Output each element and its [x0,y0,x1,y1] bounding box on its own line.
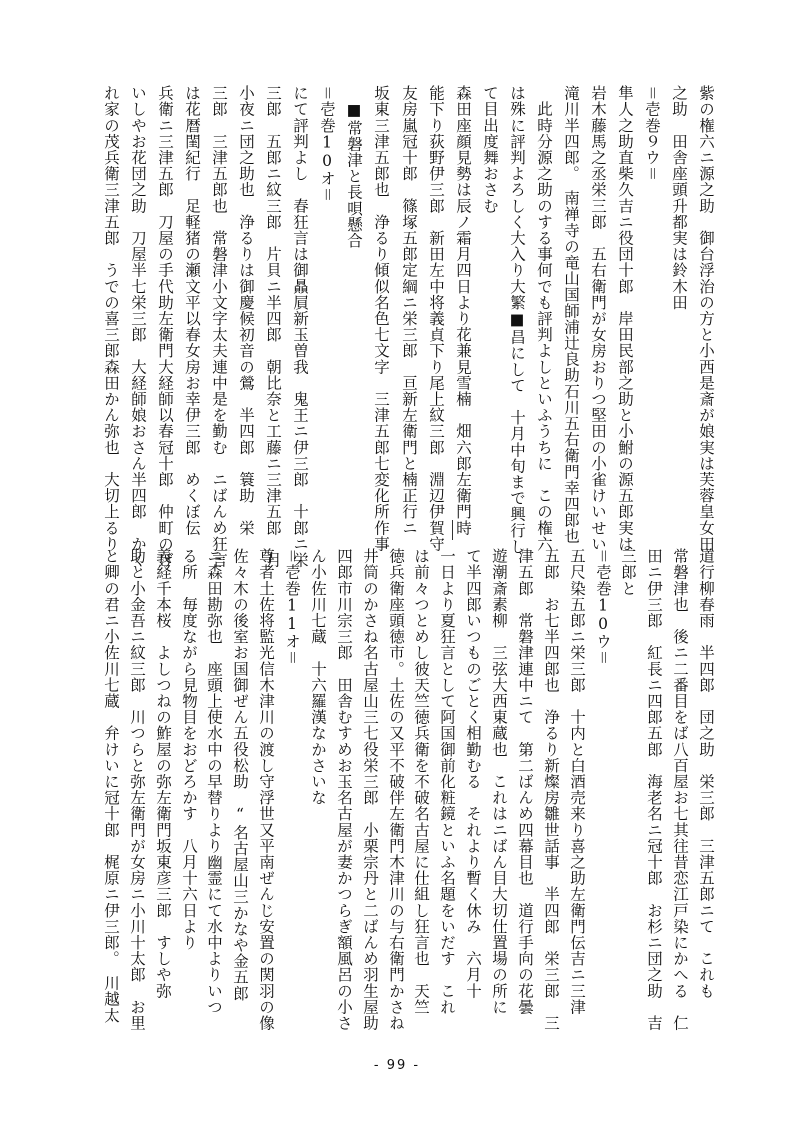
text-column: 義経千本桜 よしつねの鮓屋の弥左衛門坂東彦三郎 すしや弥 [154,548,172,999]
text-column: 友房嵐冠十郎 篠塚五郎定綱ニ栄三郎 亘新左衛門と楠正行ニ [400,85,418,536]
text-column: て半四郎いつものごとく相勤むる それより暫く休み 六月十 [464,548,482,999]
text-column: は前々つとめし彼天竺徳兵衛を不破名古屋に仕組し狂言也 天竺 [412,548,430,1015]
text-column: ＝壱巻10オ＝ [318,85,336,203]
text-column: 遊潮斎素柳 三弦大西東蔵也 これはニばん目大切仕置場の所に [490,548,508,1015]
text-column: ＝壱巻11オ＝ [283,548,301,666]
text-column: 井筒のかさね名古屋山三七役栄三郎 小栗宗丹と二ばんめ羽生屋助 [361,548,379,1031]
text-column: は花暦閨紀行 足軽猪の瀬文平以春女房お幸伊三郎 めくぼ伝 [183,85,201,536]
text-column: と卿の君ニ小佐川七蔵 弁けいに冠十郎 梶原ニ伊三郎。 川越太 [102,548,120,1024]
text-column: 五郎 お七半四郎也 浄るり新燦房雛世話事 半四郎 栄三郎 三 [542,548,560,1031]
text-column: 田ニ伊三郎 紅長ニ四郎五郎 海老名ニ冠十郎 お杉ニ団之助 吉 [645,548,663,1031]
text-column: 滝川半四郎。 南禅寺の竜山国師浦辻良助石川五右衛門幸四郎也 [562,85,580,545]
text-column: 之助 田舎座頭升都実は鈴木田 [670,85,688,311]
text-column: 津五郎 常磐津連中ニて 第二ばんめ四幕目也 道行手向の花曇 [516,548,534,1015]
page-number: - 99 - [373,1058,421,1073]
text-column: は殊に評判よろしく大入り大繁■昌にして 十月中旬まで興行し [508,85,526,555]
text-column: 道行柳春雨 半四郎 団之助 栄三郎 三津五郎ニて これも [697,548,715,999]
text-column: ニ森田勘弥也 座頭上使水中の早替りより幽霊にて水中よりいつ [205,548,223,1015]
text-column: 尊者土佐将監光信木津川の渡し守浮世又平南ぜんじ安置の関羽の像 [257,548,275,1031]
text-column: 常磐津也 後ニ二番目をば八百屋お七其往昔恋江戸染にかへる 仁 [671,548,689,1031]
text-column: ん小佐川七蔵 十六羅漢なかさいな [309,548,327,806]
text-column: ＝壱巻９ウ＝ [643,85,661,182]
text-column: 五尺染五郎ニ栄三郎 十内と白酒売来り喜之助左衛門伝吉ニ三津 [568,548,586,1015]
text-column: ＝壱巻10ウ＝ [594,548,612,666]
text-column: 兵衛ニ三津五郎 刀屋の手代助左衛門大経師以春冠十郎 仲町のげ [156,85,174,568]
text-column: 三郎 三津五郎也 常磐津小文字太夫連中是を勤む ニばんめ狂言 [210,85,228,568]
text-column: 三郎と [619,548,637,597]
text-column: にて評判よし 春狂言は御贔屓新玉曽我 鬼王ニ伊三郎 十郎ニ栄 [291,85,309,568]
text-column: 紫の権六ニ源之助 御台浮治の方と小西是斎が娘実は芙蓉皇女田 [697,85,715,552]
text-column: 隼人之助直柴久吉ニ役団十郎 岸田民部之助と小鮒の源五郎実は [616,85,634,552]
text-column: いしやお花団之助 刀屋半七栄三郎 大経師娘おさん半四郎 かく [129,85,147,568]
text-column: 能下り荻野伊三郎 新田左中将義貞下り尾上紋三郎 淵辺伊賀守 [427,85,445,552]
text-column: て目出度舞おさむ [481,85,499,214]
text-column: る所 毎度ながら見物目をおどろかす 八月十六日より [180,548,198,951]
text-column: 一日より夏狂言として阿国御前化粧鏡といふ名題をいだす これ [438,548,456,1015]
text-column: 此時分源之助のする事何でも評判よしといふうちに この権六 [535,85,553,552]
text-column: れ家の茂兵衛三津五郎 うでの喜三郎森田かん弥也 大切上るり [102,85,120,552]
text-column: 坂東三津五郎也 浄るり傾似名色七文字 三津五郎七変化所作事 [372,85,390,552]
text-column: 三郎 五郎ニ紋三郎 片貝ニ半四郎 朝比奈と工藤ニ三津五郎 月 [264,85,282,568]
text-column: 四郎市川宗三郎 田舎むすめお玉名古屋が妻かつらぎ額風呂の小さ [335,548,353,1031]
text-column: 小夜ニ団之助也 浄るりは御慶候初音の鶯 半四郎 簑助 栄 [237,85,255,536]
text-column: 徳兵衛座頭徳市。土佐の又平不破伴左衛門木津川の与右衛門かさね [387,548,405,1031]
text-column: ■常磐津と長唄懸合 [345,85,363,249]
text-column: 助と小金吾ニ紋三郎 川つらと弥左衛門が女房ニ小川十太郎 お里 [128,548,146,1031]
section-divider [452,520,453,540]
text-column: 岩木藤馬之丞栄三郎 五右衛門が女房おりつ堅田の小雀けいせい [589,85,607,552]
text-column: 森田座顔見勢は辰ノ霜月四日より花兼見雪楠 畑六郎左衛門時 [454,85,472,536]
text-column: 佐々木の後室お国御ぜん五役松助 “名古屋山三かなや金五郎 [231,548,249,1002]
